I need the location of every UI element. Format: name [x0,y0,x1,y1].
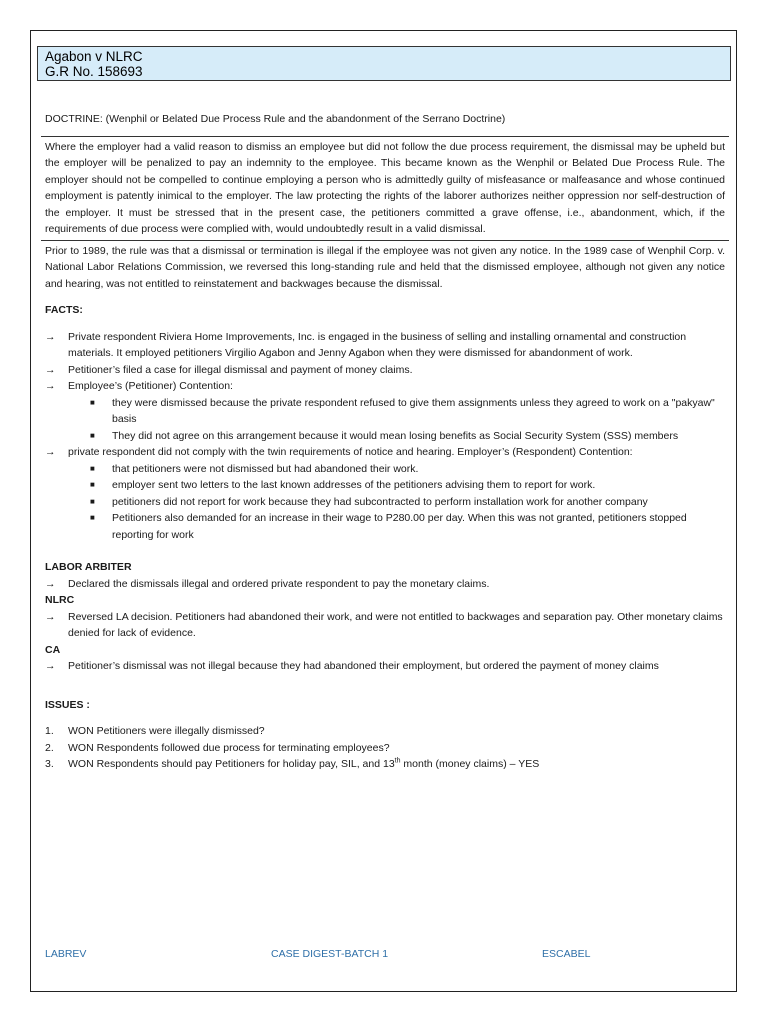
contention-text: petitioners did not report for work because they had subcontracted to perform installation work for another company [112,495,648,508]
list-item [45,740,725,757]
list-item [45,658,725,675]
contention-text: they were dismissed because the private respondent refused to give them assignments unless they agreed to work on a "pakyaw" basis [112,396,715,425]
arrow-icon: → [45,577,56,590]
case-title: Agabon v NLRC [45,49,143,64]
arrow-icon: → [45,330,56,343]
doctrine-paragraph-1: Where the employer had a valid reason to dismiss an employee but did not follow the due process requirement, the dismissal may be upheld but the employer will be penalized to pay an indemnity to the employee. This became known as the Wenphil or Belated Due Process Rule. The employer should not be compelled to continue employing a person who is admittedly guilty of misfeasance or malfeasance and whose continued employment is patently inimical to the employer. The law protecting the rights of the laborer authorizes neither oppression nor self-destruction of the employer. It must be stressed that in the present case, the petitioners committed a grave offense, i.e., abandonment, which, if the requirements of due process were complied with, would undoubtedly result in a valid dismissal. [45,140,725,235]
ruling-text: Declared the dismissals illegal and ordered private respondent to pay the monetary claims. [68,577,490,590]
nlrc-heading: NLRC [45,594,75,606]
list-item [45,609,725,642]
footer-right: ESCABEL [542,948,591,960]
facts-heading: FACTS: [45,304,83,316]
labor-arbiter-heading: LABOR ARBITER [45,561,132,573]
list-item [90,395,725,428]
document-body [45,111,725,773]
list-item [45,378,725,395]
fact-text: Employee’s (Petitioner) Contention: [68,380,233,392]
ordinal-suffix: th [394,757,401,765]
contention-text: Petitioners also demanded for an increase in their wage to P280.00 per day. When this was not granted, petitioners stopped reporting for work [112,512,687,541]
list-item [90,510,725,543]
list-item [90,494,725,511]
list-item [45,723,725,740]
issue-text: WON Petitioners were illegally dismissed? [68,725,265,737]
fact-text: Petitioner’s filed a case for illegal dismissal and payment of money claims. [68,363,413,376]
bullet-icon: ■ [90,496,95,506]
ruling-text: Reversed LA decision. Petitioners had abandoned their work, and were not entitled to backwages and separation pay. Other monetary claims denied for lack of evidence. [68,610,723,639]
document-page [30,30,737,992]
issue-text [68,756,539,773]
footer-left: LABREV [45,948,87,960]
arrow-icon: → [45,380,56,392]
contention-text: They did not agree on this arrangement because it would mean losing benefits as Social Security System (SSS) members [112,429,679,442]
bullet-icon: ■ [90,397,95,407]
facts-list [45,329,725,544]
issue-number: 2. [45,741,54,754]
doctrine-heading: DOCTRINE: (Wenphil or Belated Due Process Rule and the abandonment of the Serrano Doctrine) [45,113,506,125]
arrow-icon: → [45,363,56,376]
doctrine-paragraph-2: Prior to 1989, the rule was that a dismissal or termination is illegal if the employee was not given any notice. In the 1989 case of Wenphil Corp. v. National Labor Relations Commission, we reversed this long-standing rule and held that the dismissed employee, although not given any notice and hearing, was not entitled to reinstatement and backwages because the dismissal. [45,244,725,290]
contention-text: employer sent two letters to the last known addresses of the petitioners advising them to report for work. [112,479,596,491]
list-item [45,362,725,379]
bullet-icon: ■ [90,463,95,473]
case-title-box [37,46,731,81]
fact-text: Private respondent Riviera Home Improvements, Inc. is engaged in the business of selling and installing ornamental and construction materials. It employed petitioners Virgilio Agabon and Jenny Agabon when they were dismissed for abandonment of work. [68,330,687,359]
arrow-icon: → [45,446,56,458]
bullet-icon: ■ [90,513,95,522]
ruling-text: Petitioner’s dismissal was not illegal because they had abandoned their employment, but ordered the payment of money claims [68,660,659,672]
case-number: G.R No. 158693 [45,64,143,79]
list-item [45,576,725,593]
footer-center: CASE DIGEST-BATCH 1 [271,948,389,960]
list-item [90,428,725,445]
arrow-icon: → [45,610,56,623]
list-item [45,444,725,461]
issue-text-start: WON Respondents should pay Petitioners for holiday pay, SIL, and 13 [68,758,395,770]
issues-list [45,723,725,773]
issue-number: 3. [45,758,54,770]
list-item [45,756,725,773]
issues-heading: ISSUES : [45,698,90,711]
list-item [45,329,725,362]
issue-number: 1. [45,725,54,737]
list-item [90,461,725,478]
bullet-icon: ■ [90,430,95,440]
issue-text: WON Respondents followed due process for terminating employees? [68,741,390,754]
rulings-section [45,559,725,675]
list-item [90,477,725,494]
ca-heading: CA [45,643,61,656]
bullet-icon: ■ [90,480,95,489]
arrow-icon: → [45,660,56,672]
issue-text-end: month (money claims) – YES [400,758,540,770]
fact-text: private respondent did not comply with the twin requirements of notice and hearing. Employer’s (Respondent) Contention: [68,446,633,458]
contention-text: that petitioners were not dismissed but had abandoned their work. [112,462,419,475]
